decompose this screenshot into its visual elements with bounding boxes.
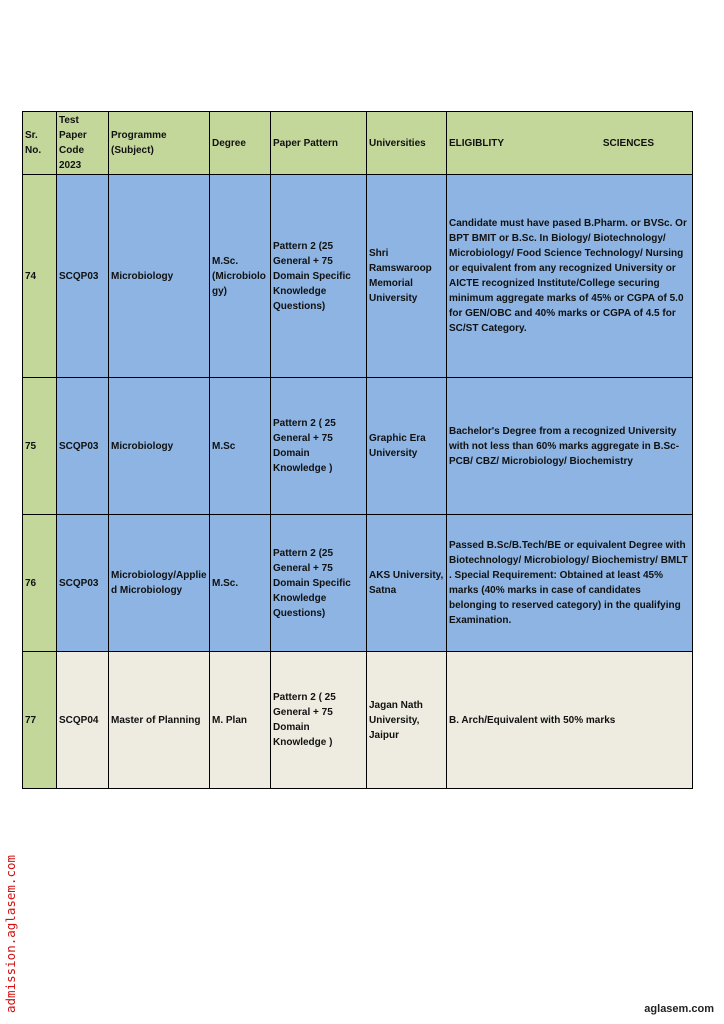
sr-no-cell: 77 bbox=[23, 652, 57, 789]
university-cell: AKS University, Satna bbox=[367, 515, 447, 652]
paper-pattern-cell: Pattern 2 ( 25 General + 75 Domain Knowledge ) bbox=[271, 652, 367, 789]
paper-pattern-cell: Pattern 2 (25 General + 75 Domain Specific Knowledge Questions) bbox=[271, 515, 367, 652]
paper-code-cell: SCQP03 bbox=[57, 378, 109, 515]
paper-pattern-cell: Pattern 2 (25 General + 75 Domain Specific Knowledge Questions) bbox=[271, 175, 367, 378]
paper-pattern-cell: Pattern 2 ( 25 General + 75 Domain Knowledge ) bbox=[271, 378, 367, 515]
eligibility-cell: B. Arch/Equivalent with 50% marks bbox=[447, 652, 693, 789]
degree-cell: M.Sc. bbox=[210, 515, 271, 652]
watermark bbox=[0, 830, 17, 1015]
eligibility-cell: Bachelor's Degree from a recognized University with not less than 60% marks aggregate in B.Sc-PCB/ CBZ/ Microbiology/ Biochemistry bbox=[447, 378, 693, 515]
paper-code-cell: SCQP03 bbox=[57, 515, 109, 652]
header-section-label: SCIENCES bbox=[602, 137, 654, 149]
table-row bbox=[23, 515, 693, 652]
table-row bbox=[23, 378, 693, 515]
university-cell: Shri Ramswaroop Memorial University bbox=[367, 175, 447, 378]
table-header-row bbox=[23, 112, 693, 175]
eligibility-table bbox=[22, 111, 693, 789]
footer-site-link[interactable]: aglasem.com bbox=[644, 1003, 714, 1015]
table-row bbox=[23, 652, 693, 789]
paper-code-cell: SCQP03 bbox=[57, 175, 109, 378]
degree-cell: M.Sc bbox=[210, 378, 271, 515]
programme-cell: Microbiology bbox=[109, 175, 210, 378]
university-cell: Jagan Nath University, Jaipur bbox=[367, 652, 447, 789]
header-programme: Programme (Subject) bbox=[109, 112, 210, 175]
programme-cell: Microbiology/Applied Microbiology bbox=[109, 515, 210, 652]
eligibility-cell: Passed B.Sc/B.Tech/BE or equivalent Degree with Biotechnology/ Microbiology/ Biochemistry/ BMLT . Special Requirement: Obtained at least 45% marks (40% marks in case of candidates belonging to reserved category) in the qualifying Examination. bbox=[447, 515, 693, 652]
header-test-paper-code: Test Paper Code 2023 bbox=[57, 112, 109, 175]
university-cell: Graphic Era University bbox=[367, 378, 447, 515]
table-row bbox=[23, 175, 693, 378]
header-universities: Universities bbox=[367, 112, 447, 175]
sr-no-cell: 75 bbox=[23, 378, 57, 515]
programme-cell: Master of Planning bbox=[109, 652, 210, 789]
degree-cell: M.Sc. (Microbiology) bbox=[210, 175, 271, 378]
paper-code-cell: SCQP04 bbox=[57, 652, 109, 789]
header-eligibility-label: ELIGIBLITY bbox=[449, 137, 504, 149]
header-eligibility bbox=[447, 112, 693, 175]
header-sr-no: Sr. No. bbox=[23, 112, 57, 175]
watermark-text: admission.aglasem.com bbox=[3, 854, 18, 1013]
programme-cell: Microbiology bbox=[109, 378, 210, 515]
degree-cell: M. Plan bbox=[210, 652, 271, 789]
sr-no-cell: 74 bbox=[23, 175, 57, 378]
header-degree: Degree bbox=[210, 112, 271, 175]
eligibility-cell: Candidate must have pased B.Pharm. or BVSc. Or BPT BMIT or B.Sc. In Biology/ Biotechnology/ Microbiology/ Food Science Technology/ Nursing or equivalent from any recognized University or AICTE recognized Institute/College securing minimum aggregate marks of 45% or CGPA of 5.0 for GEN/OBC and 40% marks or CGPA of 4.5 for SC/ST Category. bbox=[447, 175, 693, 378]
sr-no-cell: 76 bbox=[23, 515, 57, 652]
header-paper-pattern: Paper Pattern bbox=[271, 112, 367, 175]
